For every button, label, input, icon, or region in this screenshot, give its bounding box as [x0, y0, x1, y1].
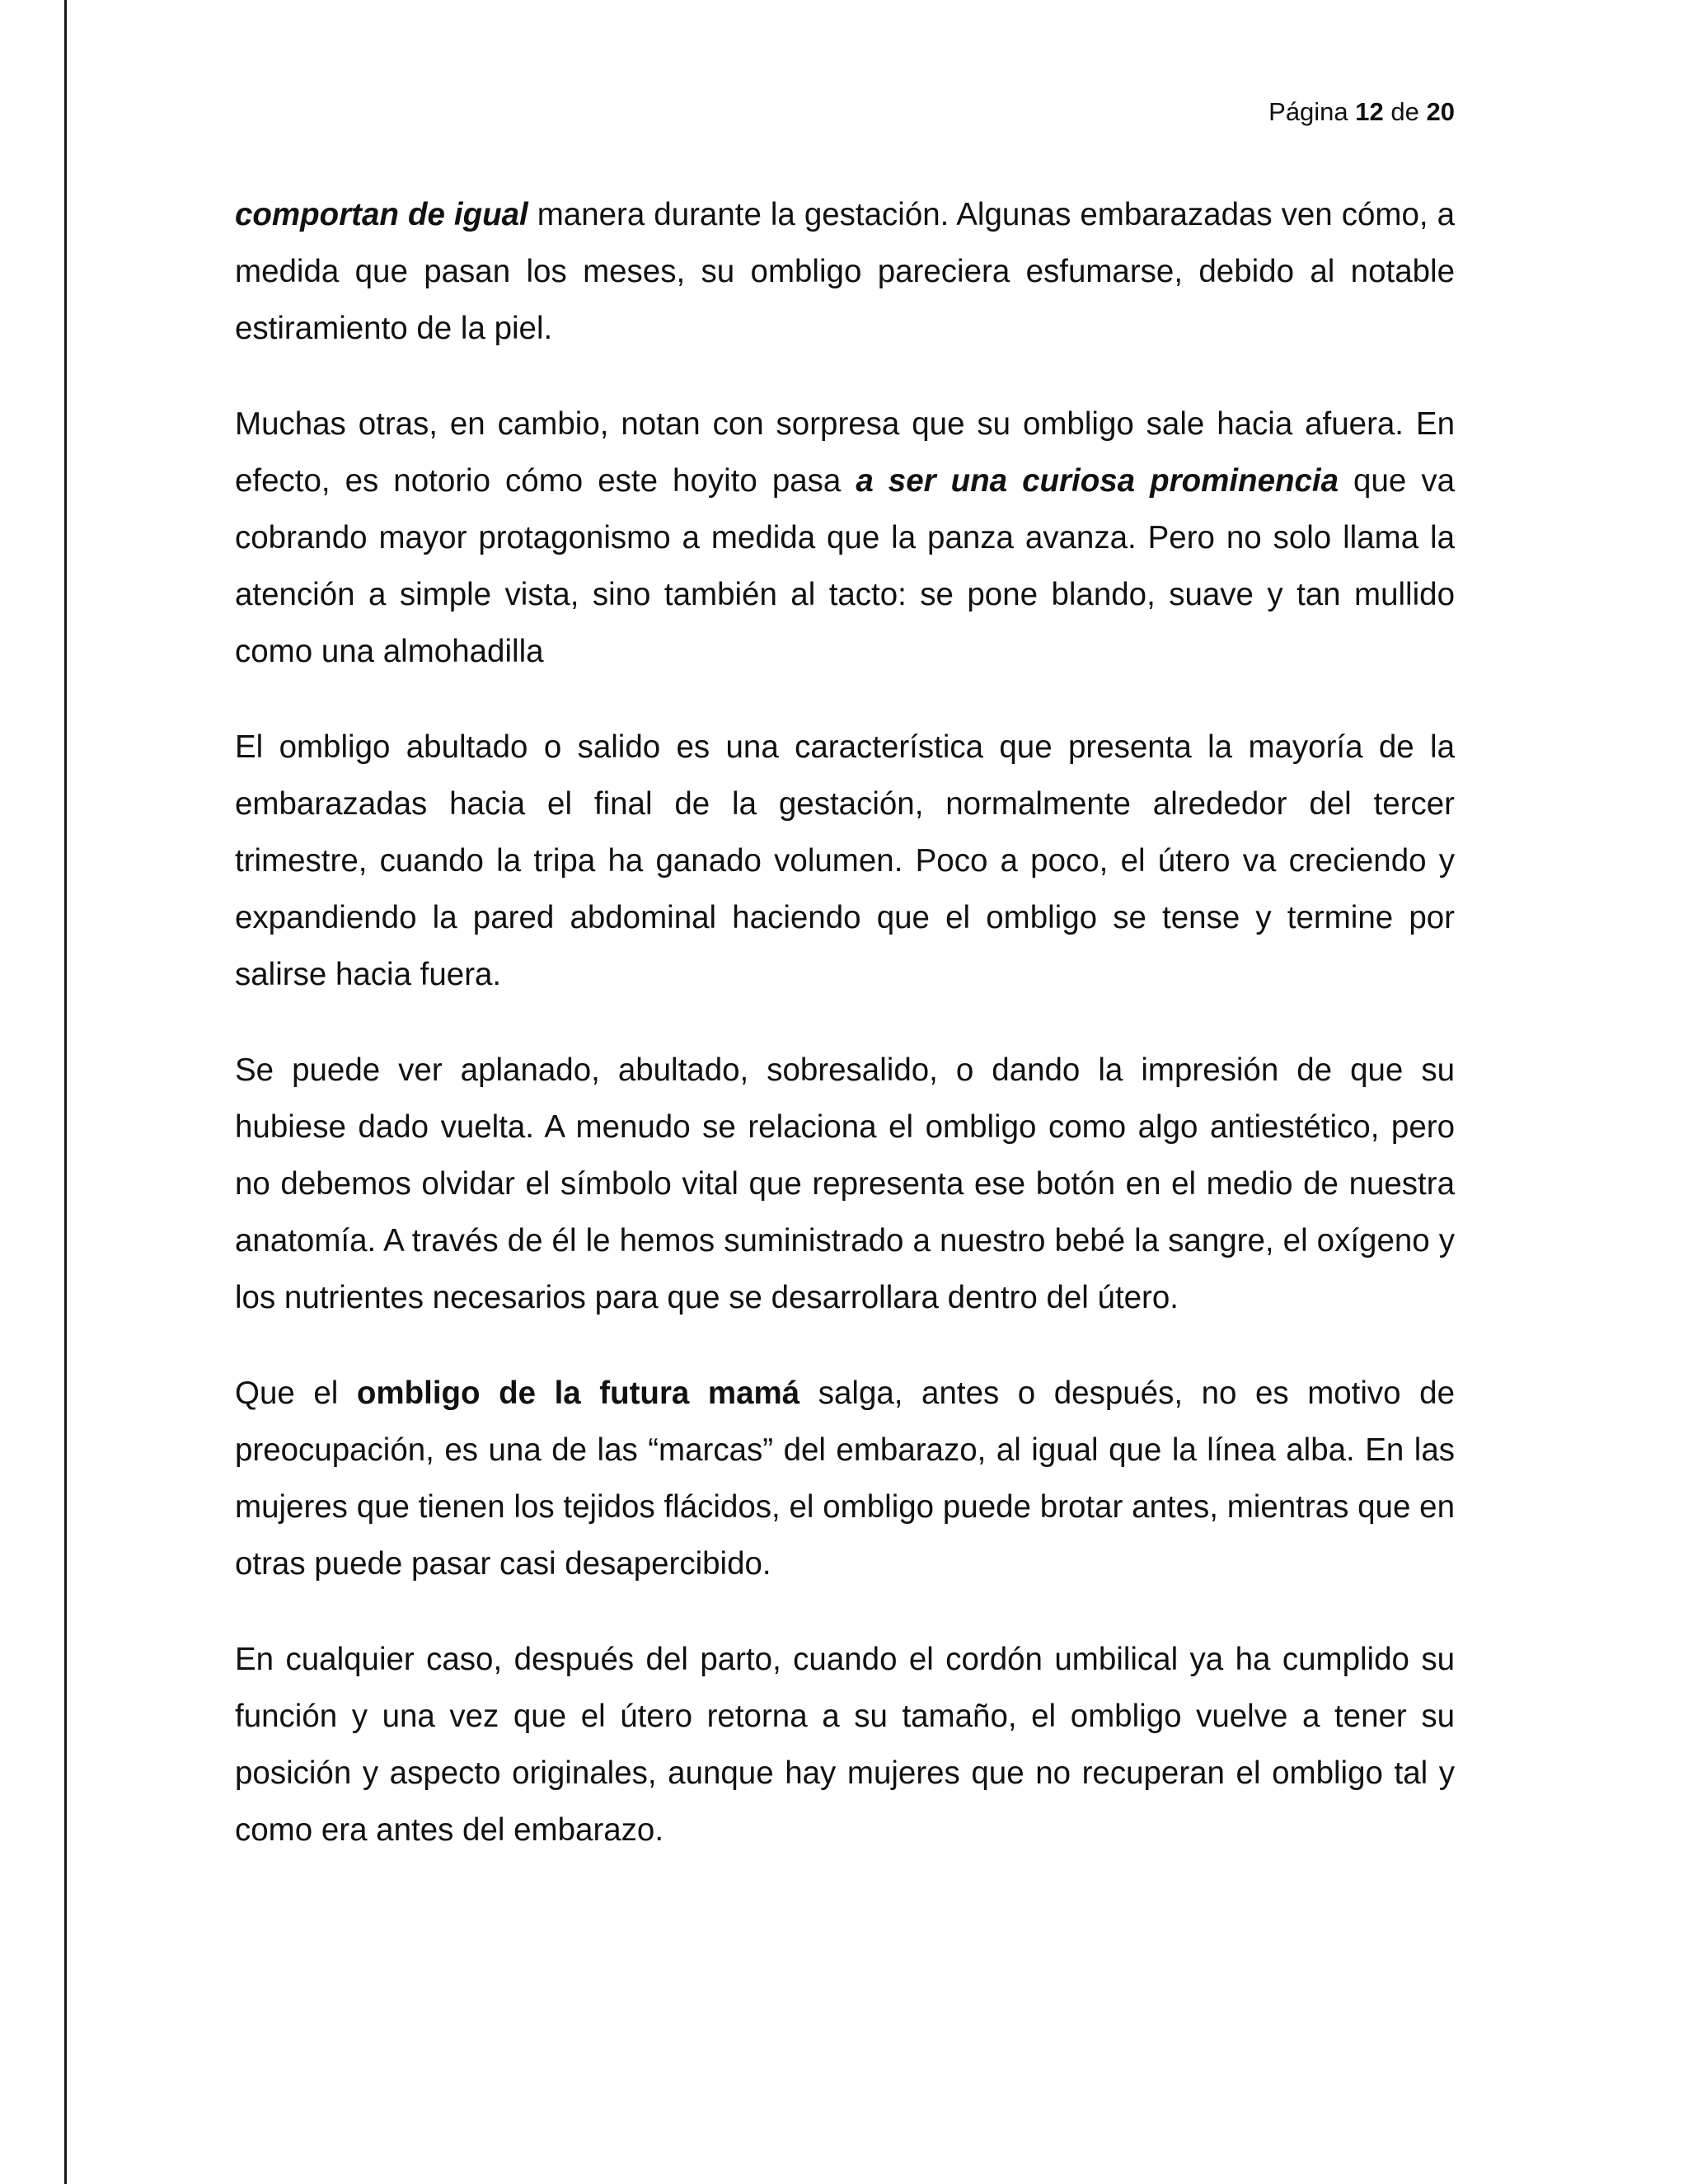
paragraph-text: que va cobrando mayor protagonismo a medida que la panza avanza. Pero no solo llama la atención a simple vista, sino también al tacto: se pone blando, suave y tan mullido como una almohadilla [235, 463, 1455, 669]
page-label: Página [1268, 97, 1348, 126]
bold-text: ombligo de la futura mamá [356, 1376, 800, 1411]
paragraph-text: Que el [235, 1376, 357, 1411]
emphasis-text: a ser una curiosa prominencia [856, 463, 1339, 499]
page-of-label: de [1390, 97, 1419, 126]
paragraph-6: En cualquier caso, después del parto, cuando el cordón umbilical ya ha cumplido su función y una vez que el útero retorna a su tamaño, el ombligo vuelve a tener su posición y aspecto originales, aunque hay mujeres que no recuperan el ombligo tal y como era antes del embarazo. [235, 1642, 1455, 1848]
paragraph-text: manera durante la gestación. Algunas embarazadas ven cómo, a medida que pasan los meses, su ombligo pareciera esfumarse, debido al notable estiramiento de la piel. [235, 197, 1455, 346]
page-total-number: 20 [1426, 97, 1455, 126]
paragraph-1 [235, 186, 1455, 357]
paragraph-text: salga, antes o después, no es motivo de preocupación, es una de las “marcas” del embarazo, al igual que la línea alba. En las mujeres que tienen los tejidos flácidos, el ombligo puede brotar antes, mientras que en otras puede pasar casi desapercibido. [235, 1376, 1455, 1582]
document-body [235, 186, 1455, 1897]
paragraph-4: Se puede ver aplanado, abultado, sobresalido, o dando la impresión de que su hubiese dado vuelta. A menudo se relaciona el ombligo como algo antiestético, pero no debemos olvidar el símbolo vital que representa ese botón en el medio de nuestra anatomía. A través de él le hemos suministrado a nuestro bebé la sangre, el oxígeno y los nutrientes necesarios para que se desarrollara dentro del útero. [235, 1052, 1455, 1315]
page-number-header [1071, 97, 1455, 127]
paragraph-3: El ombligo abultado o salido es una característica que presenta la mayoría de la embarazadas hacia el final de la gestación, normalmente alrededor del tercer trimestre, cuando la tripa ha ganado volumen. Poco a poco, el útero va creciendo y expandiendo la pared abdominal haciendo que el ombligo se tense y termine por salirse hacia fuera. [235, 729, 1455, 992]
paragraph-5 [235, 1365, 1455, 1592]
emphasis-text: comportan de igual [235, 197, 528, 232]
left-margin-rule [64, 0, 67, 2184]
page-current-number: 12 [1355, 97, 1384, 126]
paragraph-2 [235, 396, 1455, 680]
paragraph-text: Muchas otras, en cambio, notan con sorpresa que su ombligo sale hacia afuera. En efecto, es notorio cómo este hoyito pasa [235, 406, 1455, 499]
